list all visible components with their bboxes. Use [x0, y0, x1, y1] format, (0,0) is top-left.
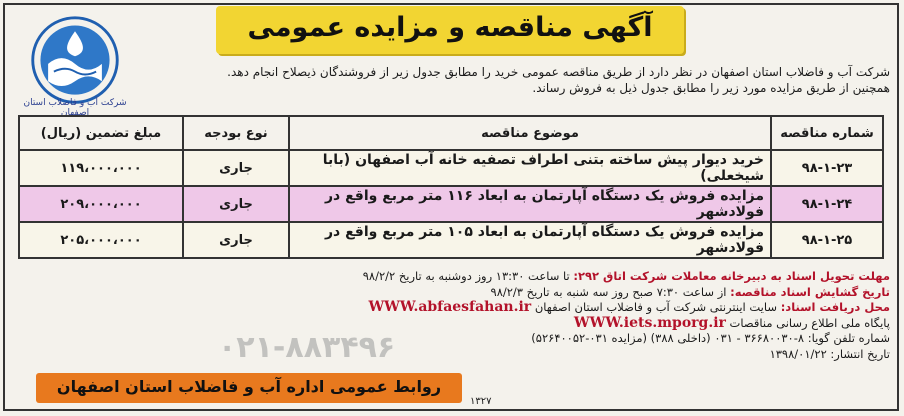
deadline-line — [30, 269, 890, 285]
logo-caption: شرکت آب و فاضلاب استان اصفهان — [23, 98, 127, 118]
portal-text: پایگاه ملی اطلاع رسانی مناقصات — [729, 315, 890, 330]
cell-number: ۹۸-۱-۲۴ — [771, 186, 883, 222]
water-company-logo-icon — [26, 14, 124, 110]
tender-table — [18, 115, 884, 259]
cell-budget-type: جاری — [183, 150, 289, 186]
opening-line — [30, 285, 890, 301]
notice-title: آگهی مناقصه و مزایده عمومی — [247, 12, 653, 43]
cell-subject: خرید دیوار پیش ساخته بتنی اطراف تصفیه خانه آب اصفهان (بابا شیخعلی) — [289, 150, 771, 186]
footer-text: روابط عمومی اداره آب و فاضلاب استان اصفهان — [56, 377, 442, 396]
cell-budget-type: جاری — [183, 186, 289, 222]
receive-value: سایت اینترنتی شرکت آب و فاضلاب استان اصفهان — [534, 300, 778, 314]
company-website-link[interactable]: WWW.abfaesfahan.ir — [368, 299, 532, 315]
notice-details — [30, 269, 890, 362]
header-number: شماره مناقصه — [771, 116, 883, 150]
cell-number: ۹۸-۱-۲۵ — [771, 222, 883, 258]
intro-line-1: شرکت آب و فاضلاب استان اصفهان در نظر دارد از طریق مناقصه عمومی خرید را مطابق جدول زیر از فروشندگان ذیصلاح انجام دهد. — [227, 65, 890, 79]
publish-date: تاریخ انتشار: ۱۳۹۸/۰۱/۲۲ — [769, 346, 890, 361]
portal-website-link[interactable]: WWW.iets.mporg.ir — [573, 314, 726, 331]
cell-number: ۹۸-۱-۲۳ — [771, 150, 883, 186]
phone-line: شماره تلفن گویا: ۸-۳۶۶۸۰۰۳۰ - ۰۳۱ (داخلی ۳۸۸) (مزایده ۰۳۱-۵۲۶۴۰۰۵۲) — [531, 331, 890, 345]
cell-guarantee: ۲۰۹،۰۰۰،۰۰۰ — [19, 186, 183, 222]
header-budget-type: نوع بودجه — [183, 116, 289, 150]
intro-text — [150, 64, 890, 96]
title-banner — [216, 6, 684, 54]
table-row — [19, 186, 883, 222]
receive-line — [30, 300, 890, 316]
page-number: ۱۳۲۷ — [470, 396, 492, 407]
table-row — [19, 222, 883, 258]
table-row — [19, 150, 883, 186]
opening-label: تاریخ گشایش اسناد مناقصه: — [730, 284, 890, 299]
header-guarantee: مبلغ تضمین (ریال) — [19, 116, 183, 150]
deadline-value: تا ساعت ۱۳:۳۰ روز دوشنبه به تاریخ ۹۸/۲/۲ — [362, 269, 570, 283]
header-subject: موضوع مناقصه — [289, 116, 771, 150]
cell-subject: مزایده فروش یک دستگاه آپارتمان به ابعاد ۱۱۶ متر مربع واقع در فولادشهر — [289, 186, 771, 222]
opening-value: از ساعت ۷:۳۰ صبح روز سه شنبه به تاریخ ۹۸/۲/۳ — [490, 284, 727, 299]
intro-line-2: همچنین از طریق مزایده مورد زیر را مطابق جدول ذیل به فروش رساند. — [532, 81, 890, 95]
deadline-label: مهلت تحویل اسناد به دبیرخانه معاملات شرکت اتاق ۲۹۲: — [573, 269, 890, 283]
portal-line — [30, 316, 890, 332]
cell-subject: مزایده فروش یک دستگاه آپارتمان به ابعاد ۱۰۵ متر مربع واقع در فولادشهر — [289, 222, 771, 258]
footer-banner — [36, 373, 462, 403]
phone-watermark: ۰۲۱-۸۸۳۴۹۶ — [218, 330, 396, 365]
table-header-row — [19, 116, 883, 150]
receive-label: محل دریافت اسناد: — [780, 300, 890, 314]
cell-budget-type: جاری — [183, 222, 289, 258]
cell-guarantee: ۲۰۵،۰۰۰،۰۰۰ — [19, 222, 183, 258]
cell-guarantee: ۱۱۹،۰۰۰،۰۰۰ — [19, 150, 183, 186]
